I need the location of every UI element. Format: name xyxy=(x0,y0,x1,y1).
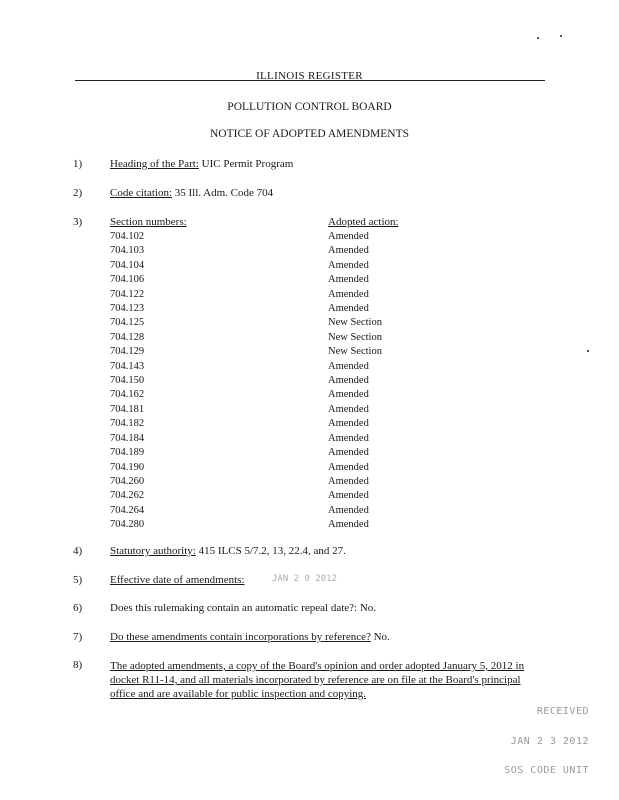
adopted-action-list xyxy=(328,230,382,533)
section-number: 704.262 xyxy=(110,490,145,502)
section-number: 704.190 xyxy=(110,461,145,473)
received-date-stamp: JAN 2 3 2012 xyxy=(510,736,589,747)
scan-speck xyxy=(560,35,562,37)
item-number: 2) xyxy=(73,187,83,199)
item-number: 6) xyxy=(73,602,83,614)
adopted-action: Amended xyxy=(328,418,369,430)
section-number: 704.182 xyxy=(110,418,145,430)
scan-speck xyxy=(587,350,589,352)
adopted-action: Amended xyxy=(328,490,369,502)
section-number-list xyxy=(110,230,144,533)
office-stamp: SOS CODE UNIT xyxy=(504,765,589,776)
effective-date-stamp: JAN 2 0 2012 xyxy=(272,574,338,584)
adopted-action: Amended xyxy=(328,288,369,300)
adopted-action: Amended xyxy=(328,461,369,473)
item-text: 35 Ill. Adm. Code 704 xyxy=(172,187,274,199)
section-numbers-header: Section numbers: xyxy=(110,216,187,228)
adopted-action: Amended xyxy=(328,432,369,444)
adopted-action: Amended xyxy=(328,274,369,286)
item-label: Code citation: xyxy=(110,187,173,199)
adopted-action: Amended xyxy=(328,303,369,315)
section-number: 704.181 xyxy=(110,403,145,415)
section-number: 704.189 xyxy=(110,447,145,459)
section-number: 704.125 xyxy=(110,317,145,329)
adopted-action: Amended xyxy=(328,375,369,387)
received-stamp: RECEIVED xyxy=(536,706,589,717)
adopted-action: Amended xyxy=(328,475,369,487)
section-number: 704.128 xyxy=(110,331,145,343)
item-incorporations xyxy=(110,631,390,643)
section-number: 704.102 xyxy=(110,231,145,242)
item-text: UIC Permit Program xyxy=(198,158,294,170)
adopted-action: New Section xyxy=(328,317,382,329)
item-number: 8) xyxy=(73,659,83,671)
section-number: 704.122 xyxy=(110,288,145,300)
section-number: 704.103 xyxy=(110,245,145,257)
item-text: No. xyxy=(370,631,390,643)
section-number: 704.123 xyxy=(110,303,145,315)
adopted-action: Amended xyxy=(328,360,369,372)
adopted-action: New Section xyxy=(328,346,382,358)
adopted-action: Amended xyxy=(328,504,369,516)
adopted-action-header: Adopted action: xyxy=(328,216,399,228)
item-adopted-amendments-text: The adopted amendments, a copy of the Board's opinion and order adopted January 5, 2012 in docket R11-14, and all materials incorporated by reference are on file at the Board's principal office and are available for public inspection and copying. xyxy=(110,660,525,700)
section-number: 704.104 xyxy=(110,259,145,271)
adopted-action: Amended xyxy=(328,403,369,415)
section-number: 704.106 xyxy=(110,274,145,286)
item-label: Heading of the Part: xyxy=(110,158,199,170)
section-number: 704.280 xyxy=(110,519,145,531)
item-effective-date-label: Effective date of amendments: xyxy=(110,574,245,586)
item-label: Do these amendments contain incorporations by reference? xyxy=(110,631,371,643)
item-number: 1) xyxy=(73,158,83,170)
register-title: ILLINOIS REGISTER xyxy=(256,70,363,82)
adopted-action: Amended xyxy=(328,447,369,459)
section-number: 704.129 xyxy=(110,346,145,358)
adopted-action: Amended xyxy=(328,259,369,271)
item-label: Statutory authority: xyxy=(110,545,196,557)
scan-speck xyxy=(537,37,539,39)
section-number: 704.143 xyxy=(110,360,145,372)
adopted-action: Amended xyxy=(328,519,369,531)
section-number: 704.264 xyxy=(110,504,145,516)
item-number: 3) xyxy=(73,216,83,228)
section-number: 704.260 xyxy=(110,475,145,487)
notice-title: NOTICE OF ADOPTED AMENDMENTS xyxy=(209,128,410,140)
section-number: 704.150 xyxy=(110,375,145,387)
item-repeal-date: Does this rulemaking contain an automatic repeal date?: No. xyxy=(110,602,377,614)
item-statutory-authority xyxy=(110,545,346,557)
item-number: 4) xyxy=(73,545,83,557)
item-heading xyxy=(110,158,293,170)
adopted-action: Amended xyxy=(328,389,369,401)
board-title: POLLUTION CONTROL BOARD xyxy=(227,101,392,113)
item-text: 415 ILCS 5/7.2, 13, 22.4, and 27. xyxy=(195,545,346,557)
item-number: 7) xyxy=(73,631,83,643)
item-number: 5) xyxy=(73,574,83,586)
adopted-action: Amended xyxy=(328,245,369,257)
item-code-citation xyxy=(110,187,273,199)
section-number: 704.162 xyxy=(110,389,145,401)
adopted-action: New Section xyxy=(328,331,382,343)
adopted-action: Amended xyxy=(328,231,369,242)
section-number: 704.184 xyxy=(110,432,145,444)
